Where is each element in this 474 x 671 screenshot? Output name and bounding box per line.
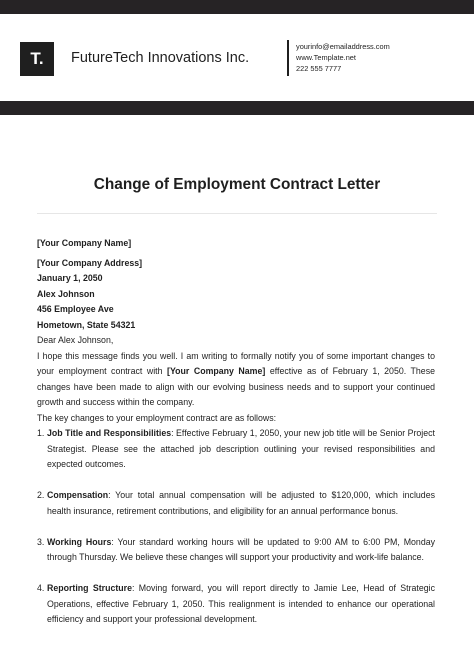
- contact-phone: 222 555 7777: [296, 64, 342, 73]
- top-dark-band: [0, 0, 474, 14]
- document-title: Change of Employment Contract Letter: [93, 176, 381, 193]
- company-logo: T.: [20, 42, 54, 76]
- salutation: Dear Alex Johnson,: [37, 335, 114, 345]
- intro-paragraph: I hope this message finds you well. I am writing to formally notify you of some important changes to your employment contract with [Your Company Name] effective as of February 1, 2050. These changes have been made to align with our evolving business needs and to support your continued growth and success within the company.: [37, 350, 435, 407]
- title-divider: [37, 213, 437, 214]
- company-name: FutureTech Innovations Inc.: [71, 50, 250, 66]
- header-divider: [287, 40, 289, 76]
- intro-company-placeholder: [Your Company Name]: [167, 366, 266, 376]
- company-address-placeholder: [Your Company Address]: [37, 257, 143, 268]
- contact-email[interactable]: yourinfo@emailaddress.com: [296, 42, 390, 51]
- contact-website[interactable]: www.Template.net: [296, 53, 356, 62]
- letter-body: [37, 236, 435, 628]
- bottom-dark-band: [0, 101, 474, 115]
- changes-intro: The key changes to your employment contract are as follows:: [37, 412, 277, 423]
- list-item: 2. Compensation: Your total annual compensation will be adjusted to $120,000, which includes health insurance, retirement contributions, and eligibility for an annual performance bonus.: [37, 490, 435, 516]
- recipient-city: Hometown, State 54321: [37, 319, 136, 330]
- change-heading: Compensation: [47, 490, 109, 500]
- company-name-placeholder: [Your Company Name]: [37, 238, 132, 248]
- list-item: 3. Working Hours: Your standard working hours will be updated to 9:00 AM to 6:00 PM, Monday through Thursday. We believe these changes will support your productivity and work-life balance.: [37, 536, 436, 562]
- recipient-street: 456 Employee Ave: [37, 304, 114, 314]
- changes-list: [37, 426, 435, 628]
- change-heading: Job Title and Responsibilities: [47, 428, 172, 438]
- change-heading: Reporting Structure: [47, 583, 132, 593]
- list-item: 1. Job Title and Responsibilities: Effective February 1, 2050, your new job title will be Senior Project Strategist. Please see the attached job description outlining your revised responsibilities and expected outcomes.: [37, 428, 435, 469]
- recipient-name: Alex Johnson: [37, 288, 95, 299]
- change-heading: Working Hours: [47, 536, 112, 547]
- list-item: 4. Reporting Structure: Moving forward, you will report directly to Jamie Lee, Head of Strategic Operations, effective February 1, 2050. This realignment is intended to enhance our operational efficiency and support your professional development.: [37, 583, 436, 624]
- contact-block: [296, 41, 390, 74]
- letter-date: January 1, 2050: [37, 273, 103, 283]
